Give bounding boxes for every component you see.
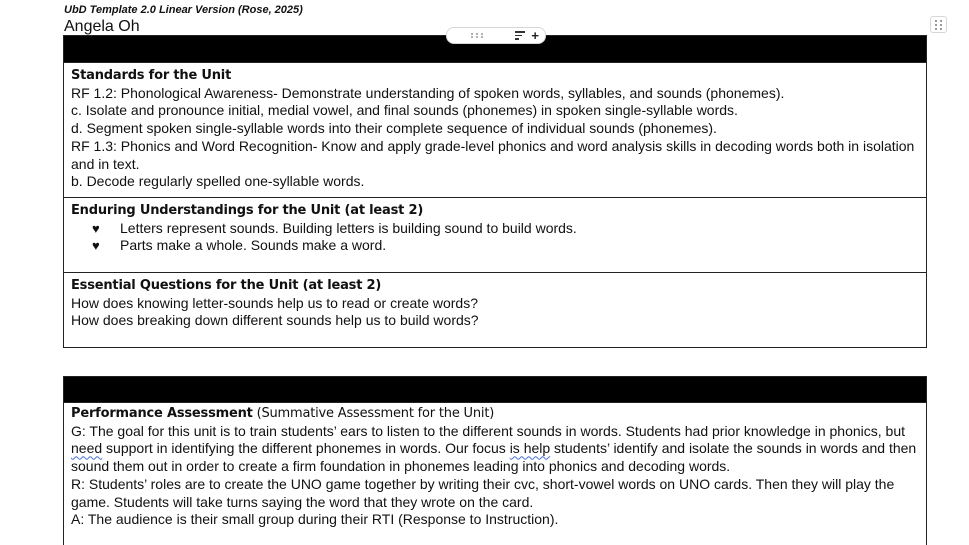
spelling-flag[interactable]: need — [71, 440, 103, 457]
sort-lines-icon[interactable] — [515, 31, 525, 40]
standard-line: c. Isolate and pronounce initial, medial vowel, and final sounds (phonemes) in spoken single-syllable words. — [71, 102, 738, 119]
add-row-icon[interactable]: + — [531, 28, 539, 43]
performance-cell[interactable] — [64, 402, 926, 535]
grid-handle-icon[interactable] — [930, 16, 947, 33]
table-header-bar — [64, 377, 926, 402]
goal-paragraph — [71, 423, 919, 476]
standard-line: d. Segment spoken single-syllable words into their complete sequence of individual sounds (phonemes). — [71, 120, 717, 137]
document-header — [64, 4, 303, 36]
heart-bullet-icon: ♥ — [92, 238, 100, 254]
heart-bullet-icon: ♥ — [92, 220, 100, 236]
question-line: How does knowing letter-sounds help us to read or create words? — [71, 294, 478, 311]
goal-text: support in identifying the different phonemes in words. Our focus — [102, 440, 510, 457]
performance-title-subtitle: (Summative Assessment for the Unit) — [252, 406, 495, 421]
understandings-cell[interactable] — [64, 197, 926, 272]
questions-cell[interactable] — [64, 272, 926, 347]
performance-title — [71, 405, 919, 423]
assessment-table — [63, 376, 927, 545]
understandings-title: Enduring Understandings for the Unit (at least 2) — [71, 203, 424, 218]
question-line: How does breaking down different sounds help us to build words? — [71, 312, 479, 329]
performance-title-bold: Performance Assessment — [71, 406, 253, 421]
standard-line: RF 1.3: Phonics and Word Recognition- Know and apply grade-level phonics and word analysis skills in decoding words both in isolation and in text. — [71, 137, 915, 172]
understanding-item — [71, 220, 919, 238]
spelling-flag[interactable]: is help — [509, 440, 551, 457]
standard-line: b. Decode regularly spelled one-syllable words. — [71, 173, 365, 190]
goal-text: students’ identify and isolate the sounds in words and then sound them out in order to create a firm foundation in phonemes leading into phonics and decoding words. — [71, 440, 917, 475]
audience-paragraph: A: The audience is their small group during their RTI (Response to Instruction). — [71, 511, 559, 528]
understanding-text: Parts make a whole. Sounds make a word. — [120, 237, 387, 254]
questions-title: Essential Questions for the Unit (at least 2) — [71, 278, 382, 293]
understanding-text: Letters represent sounds. Building letters is building sound to build words. — [120, 219, 577, 236]
drag-handle-icon[interactable] — [471, 33, 484, 38]
author-name[interactable]: Angela Oh — [64, 18, 140, 35]
template-note: UbD Template 2.0 Linear Version (Rose, 2025) — [64, 4, 303, 16]
understanding-item — [71, 237, 919, 255]
goal-text: G: The goal for this unit is to train students’ ears to listen to the different sounds in words. Students had prior knowledge in phonics, but — [71, 422, 905, 439]
standards-cell[interactable] — [64, 62, 926, 197]
unit-table — [63, 35, 927, 348]
toolbar-actions — [515, 29, 539, 42]
standards-title: Standards for the Unit — [71, 68, 232, 83]
table-toolbar — [446, 27, 546, 44]
role-paragraph: R: Students’ roles are to create the UNO game together by writing their cvc, short-vowel words on UNO cards. Then they will play the game. Students will take turns saying the word that they wrote on the card. — [71, 475, 895, 510]
standard-line: RF 1.2: Phonological Awareness- Demonstrate understanding of spoken words, syllables, and sounds (phonemes). — [71, 84, 785, 101]
